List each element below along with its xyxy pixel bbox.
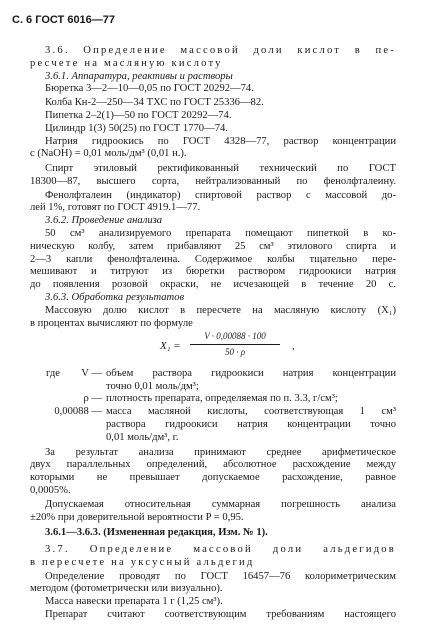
text-line: 50 см³ анализируемого препарата помещают пипеткой в ко-: [45, 228, 396, 239]
text-line: Препарат считают соответствующим требованиям настоящего: [45, 609, 396, 620]
page-header: С. 6 ГОСТ 6016—77: [12, 14, 116, 26]
text-line: ±20% при доверительной вероятности P = 0,95.: [30, 511, 244, 523]
text-line: с (NaOH) = 0,01 моль/дм³ (0,01 н.).: [30, 148, 187, 160]
where-text: 0,01 моль/дм³, г.: [106, 431, 179, 443]
subsection-heading: 3.6.1. Аппаратура, реактивы и растворы: [45, 70, 233, 82]
text-line: мешивают и титруют из бюретки раствором гидроокиси натрия: [30, 266, 396, 278]
text-line: 0,0005%.: [30, 485, 71, 496]
text-line: двух параллельных определений, абсолютное расхождение между: [30, 459, 396, 471]
where-text: объем раствора гидроокиси натрия концентрации: [106, 367, 396, 379]
symbol-coefficient: 0,00088 —: [54, 406, 102, 418]
fraction-bar: [190, 344, 280, 345]
text-line: Фенолфталеин (индикатор) спиртовой раствор с массовой до-: [45, 189, 396, 201]
amendment-note: 3.6.1—3.6.3. (Измененная редакция, Изм. № 1).: [45, 527, 268, 539]
text-line: Допускаемая относительная суммарная погрешность анализа: [45, 498, 396, 510]
where-text: масса масляной кислоты, соответствующая 1 см³: [106, 406, 396, 418]
text-line: 2—3 капли фенолфталеина. Содержимое колбы тщательно пере-: [30, 253, 396, 265]
text-line: лей 1%, готовят по ГОСТ 4919.1—77.: [30, 202, 201, 214]
text-line: 18300—87, высшего сорта, нейтрализованный по фенолфталеину.: [30, 175, 396, 187]
text-line: Цилиндр 1(3) 50(25) по ГОСТ 1770—74.: [45, 122, 228, 134]
where-text: плотность препарата, определяемая по п. 3.3, г/см³;: [106, 393, 338, 405]
text-line: Спирт этиловый ректификованный технический по ГОСТ: [45, 163, 396, 175]
formula-numerator: V · 0,00088 · 100: [204, 331, 266, 342]
section-heading: 3.6. Определение массовой доли кислот в пе-: [45, 44, 396, 56]
text-line: которыми не превышает допускаемое расхождение, равное: [30, 472, 396, 484]
formula-lhs: X₁ =: [160, 340, 181, 353]
where-text: раствора гидроокиси натрия концентрации точно: [106, 419, 396, 430]
text-line: ническую колбу, затем прибавляют 25 см³ этилового спирта и: [30, 240, 396, 252]
text-line: в процентах вычисляют по формуле: [30, 317, 193, 329]
formula-comma: ,: [292, 340, 295, 353]
text-line: Массовую долю кислот в пересчете на масляную кислоту (X₁): [45, 304, 396, 316]
symbol-v: V —: [81, 367, 102, 379]
text-line: методом (фотометрически или визуально).: [30, 583, 223, 595]
subsection-heading: 3.6.2. Проведение анализа: [45, 215, 163, 227]
text-line: Определение проводят по ГОСТ 16457—76 колориметрическим: [45, 570, 396, 582]
text-line: Колба Кн-2—250—34 ТХС по ГОСТ 25336—82.: [45, 97, 264, 109]
text-line: Пипетка 2–2(1)—50 по ГОСТ 20292—74.: [45, 109, 232, 121]
symbol-rho: ρ —: [83, 393, 102, 405]
subsection-heading: 3.6.3. Обработка результатов: [45, 292, 185, 303]
formula: [160, 331, 360, 363]
section-heading-cont: в пересчете на уксусный альдегид: [30, 556, 255, 568]
where-intro: где: [46, 367, 60, 379]
section-heading: 3.7. Определение массовой доли альдегидов: [45, 544, 396, 555]
text-line: За результат анализа принимают среднее арифметическое: [45, 446, 396, 458]
where-text: точно 0,01 моль/дм³;: [106, 380, 199, 392]
text-line: Натрия гидроокись по ГОСТ 4328—77, раствор концентрации: [45, 135, 396, 147]
section-heading-cont: ресчете на масляную кислоту: [30, 57, 223, 69]
text-line: Масса навески препарата 1 г (1,25 см³).: [45, 596, 223, 608]
formula-denominator: 50 · ρ: [224, 347, 246, 358]
text-line: Бюретка 3—2—10—0,05 по ГОСТ 20292—74.: [45, 83, 254, 95]
text-line: до появления розовой окраски, не исчезающей в течение 20 с.: [30, 279, 396, 291]
